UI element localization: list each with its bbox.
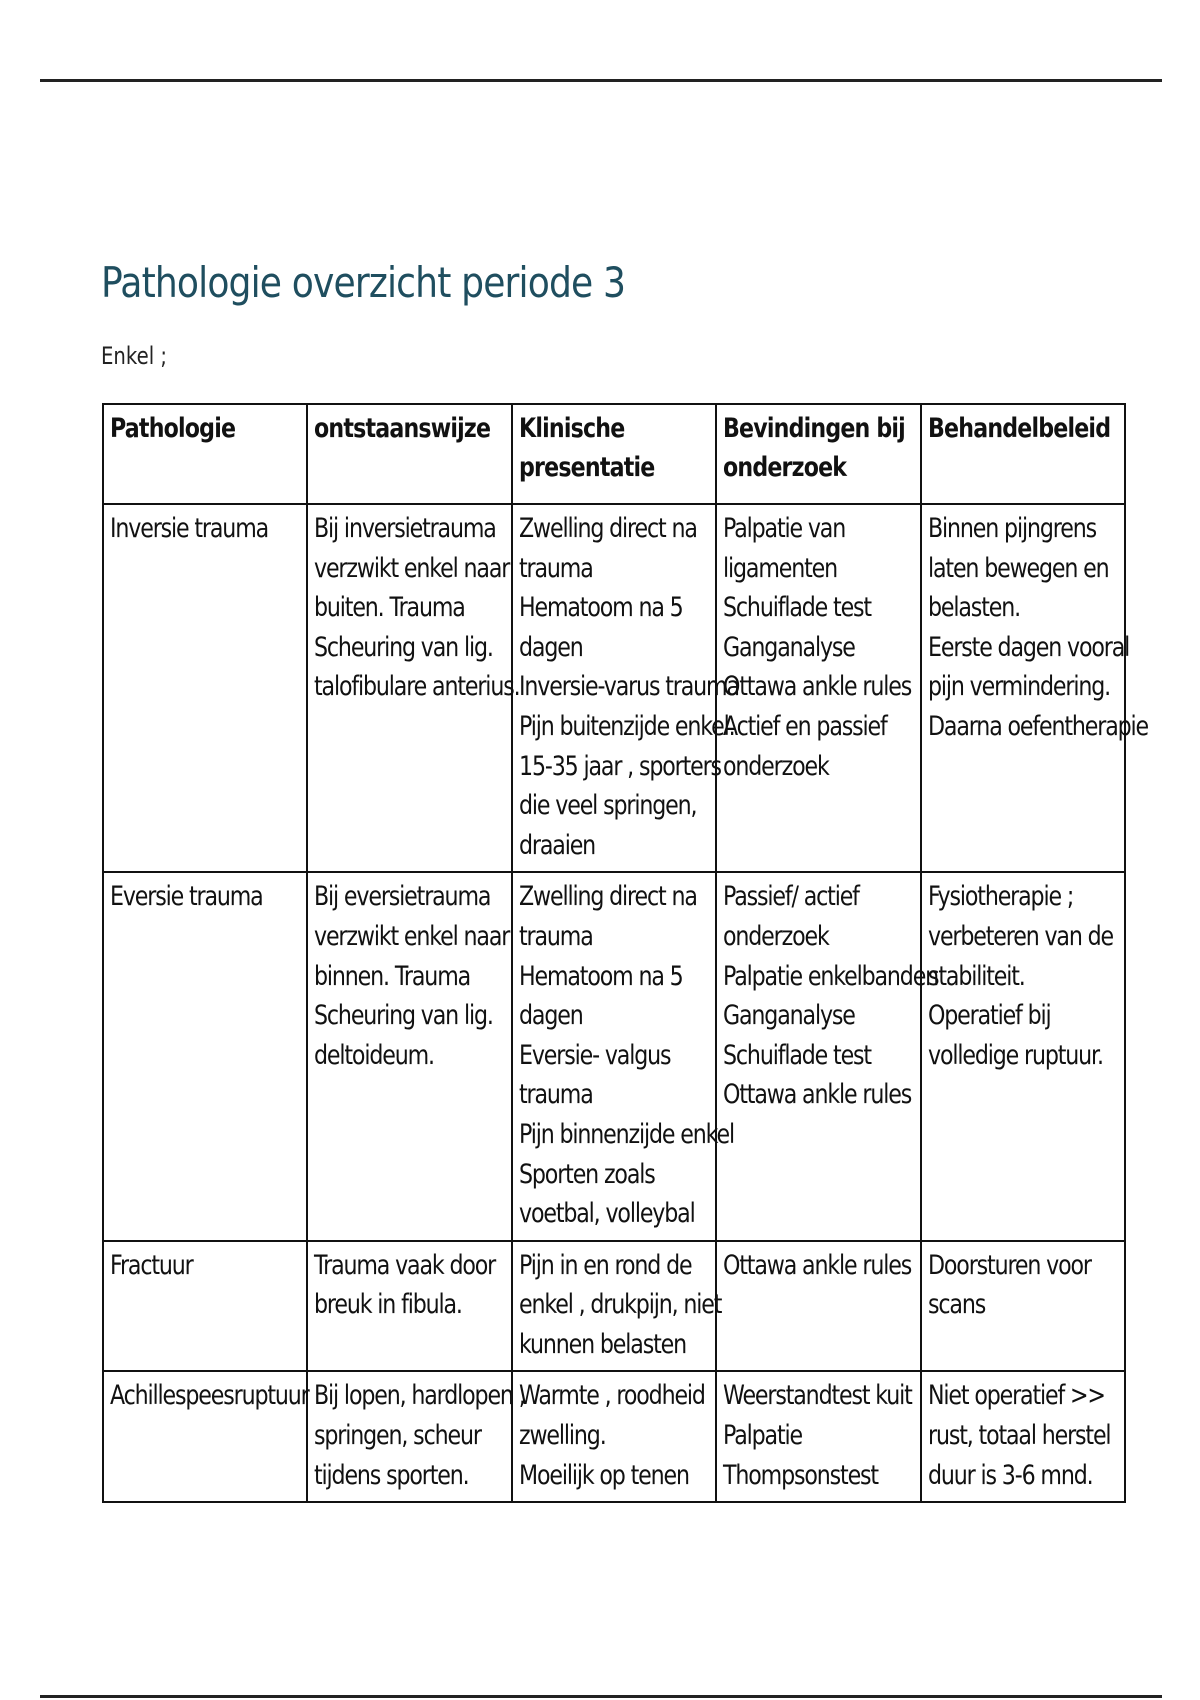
cell-line: Bij eversietrauma xyxy=(314,881,491,913)
cell-line: trauma xyxy=(518,1079,593,1111)
table-row xyxy=(103,504,1125,872)
table-cell xyxy=(921,1241,1125,1372)
cell-line: Zwelling direct na xyxy=(518,881,697,913)
cell-line: trauma xyxy=(518,920,593,952)
cell-line: laten bewegen en xyxy=(927,552,1109,584)
table-row xyxy=(103,1241,1125,1372)
cell-text xyxy=(518,1246,722,1365)
cell-line: Hematoom na 5 xyxy=(518,592,683,624)
cell-text xyxy=(927,509,1148,747)
table-cell xyxy=(921,1371,1125,1502)
cell-line: Fysiotherapie ; xyxy=(927,881,1073,913)
table-cell xyxy=(307,1241,511,1372)
cell-line: Pathologie xyxy=(110,413,236,444)
cell-line: enkel , drukpijn, niet xyxy=(518,1289,722,1321)
cell-line: tijdens sporten. xyxy=(314,1459,469,1491)
section-subtitle: Enkel ; xyxy=(101,342,168,370)
cell-line: Palpatie van xyxy=(723,513,846,544)
cell-text xyxy=(928,1246,1100,1325)
cell-line: buiten. Trauma xyxy=(314,592,466,624)
cell-line: Pijn buitenzijde enkel. xyxy=(518,710,735,742)
cell-line: trauma xyxy=(518,552,593,584)
table-cell xyxy=(103,1241,307,1372)
cell-line: Scheuring van lig. xyxy=(314,631,494,663)
cell-line: Schuiflade test xyxy=(723,592,872,624)
table-cell xyxy=(103,872,307,1240)
cell-line: duur is 3-6 mnd. xyxy=(927,1459,1093,1491)
cell-text xyxy=(314,1246,496,1325)
page-title: Pathologie overzicht periode 3 xyxy=(101,258,626,307)
cell-line: draaien xyxy=(518,829,595,861)
cell-line: Palpatie xyxy=(723,1420,803,1452)
cell-line: Eerste dagen vooral xyxy=(927,631,1129,663)
table-cell xyxy=(512,1371,716,1502)
cell-line: Behandelbeleid xyxy=(927,413,1110,444)
cell-line: breuk in fibula. xyxy=(314,1289,463,1321)
cell-line: scans xyxy=(927,1289,985,1321)
cell-line: dagen xyxy=(518,631,583,663)
table-cell xyxy=(512,872,734,1240)
cell-line: 15-35 jaar , sporters xyxy=(518,750,721,782)
cell-line: ontstaanswijze xyxy=(314,413,491,444)
cell-line: Operatief bij xyxy=(927,1000,1051,1032)
cell-text xyxy=(110,509,282,549)
cell-line: Binnen pijngrens xyxy=(927,513,1096,544)
cell-line: die veel springen, xyxy=(518,790,697,822)
cell-line: Achillespeesruptuur xyxy=(110,1380,309,1412)
cell-line: Moeilijk op tenen xyxy=(518,1459,689,1491)
column-header xyxy=(103,404,307,504)
cell-line: Eversie- valgus xyxy=(518,1039,671,1071)
cell-line: Ganganalyse xyxy=(723,631,855,663)
cell-text xyxy=(723,1376,912,1495)
cell-line: Sporten zoals xyxy=(518,1158,655,1190)
cell-line: Ottawa ankle rules xyxy=(723,671,912,703)
cell-text xyxy=(519,409,691,487)
table-cell xyxy=(307,872,511,1240)
cell-text xyxy=(314,409,491,448)
cell-line: stabiliteit. xyxy=(927,960,1025,992)
cell-text xyxy=(723,1246,912,1286)
cell-text xyxy=(723,509,912,786)
cell-line: Daarna oefentherapie xyxy=(927,710,1148,742)
table-cell xyxy=(512,1241,722,1372)
cell-line: onderzoek xyxy=(723,452,847,483)
cell-line: Inversie-varus trauma xyxy=(518,671,739,703)
cell-line: Inversie trauma xyxy=(110,513,269,544)
cell-line: rust, totaal herstel xyxy=(927,1420,1111,1452)
cell-line: Hematoom na 5 xyxy=(518,960,683,992)
cell-line: Weerstandtest kuit xyxy=(723,1380,912,1412)
cell-text xyxy=(110,877,282,917)
cell-line: Scheuring van lig. xyxy=(314,1000,494,1032)
table-row xyxy=(103,872,1125,1240)
cell-line: onderzoek xyxy=(723,750,829,782)
cell-line: Warmte , roodheid xyxy=(518,1380,705,1412)
cell-line: presentatie xyxy=(518,452,655,483)
column-header xyxy=(921,404,1125,504)
cell-text xyxy=(314,509,520,707)
cell-line: Passief/ actief xyxy=(723,881,859,913)
cell-line: onderzoek xyxy=(723,920,829,952)
cell-line: zwelling. xyxy=(518,1420,606,1452)
cell-line: springen, scheur xyxy=(314,1420,482,1452)
cell-line: verzwikt enkel naar xyxy=(314,920,510,952)
cell-line: pijn vermindering. xyxy=(927,671,1110,703)
table-header-row xyxy=(103,404,1125,504)
pathology-table xyxy=(102,403,1148,1503)
cell-line: deltoideum. xyxy=(314,1039,435,1071)
column-header xyxy=(512,404,716,504)
cell-line: Klinische xyxy=(518,413,625,444)
cell-line: volledige ruptuur. xyxy=(927,1039,1103,1071)
cell-line: verzwikt enkel naar xyxy=(314,552,510,584)
table-cell xyxy=(921,872,1125,1240)
cell-text xyxy=(518,1376,705,1495)
cell-line: Zwelling direct na xyxy=(518,513,697,544)
cell-line: Actief en passief xyxy=(723,710,887,742)
cell-line: Thompsonstest xyxy=(723,1459,879,1491)
column-header xyxy=(716,404,920,504)
table-body xyxy=(103,504,1148,1502)
cell-line: Pijn in en rond de xyxy=(518,1249,692,1281)
cell-text xyxy=(518,509,739,865)
table-cell xyxy=(921,504,1148,872)
cell-line: Pijn binnenzijde enkel xyxy=(518,1118,734,1150)
cell-text xyxy=(110,409,282,448)
bottom-rule xyxy=(40,1695,1162,1698)
cell-line: voetbal, volleybal xyxy=(518,1198,695,1230)
cell-line: Schuiflade test xyxy=(723,1039,872,1071)
table-cell xyxy=(716,872,939,1240)
cell-line: Palpatie enkelbanden xyxy=(723,960,939,992)
cell-text xyxy=(110,1376,309,1416)
cell-line: Ganganalyse xyxy=(723,1000,855,1032)
cell-text xyxy=(314,877,510,1075)
cell-line: dagen xyxy=(518,1000,583,1032)
table-cell xyxy=(716,1371,920,1502)
cell-text xyxy=(723,409,906,487)
table-cell xyxy=(512,504,739,872)
cell-line: Trauma vaak door xyxy=(314,1249,496,1281)
cell-line: Eversie trauma xyxy=(110,881,263,913)
cell-line: kunnen belasten xyxy=(518,1328,686,1360)
cell-line: belasten. xyxy=(927,592,1020,624)
table-cell xyxy=(103,504,307,872)
table-cell xyxy=(103,1371,307,1502)
cell-text xyxy=(314,1376,525,1495)
cell-line: talofibulare anterius. xyxy=(314,671,520,703)
table-cell xyxy=(307,1371,525,1502)
cell-line: Bevindingen bij xyxy=(723,413,906,444)
cell-line: Bij inversietrauma xyxy=(314,513,497,544)
cell-text xyxy=(110,1246,282,1286)
table-cell xyxy=(716,1241,920,1372)
cell-line: Doorsturen voor xyxy=(927,1249,1091,1281)
cell-text xyxy=(518,877,734,1233)
cell-line: Niet operatief >> xyxy=(927,1380,1105,1412)
cell-text xyxy=(927,1376,1111,1495)
table-cell xyxy=(716,504,920,872)
cell-text xyxy=(927,877,1113,1075)
cell-text xyxy=(723,877,939,1115)
column-header xyxy=(307,404,511,504)
cell-text xyxy=(927,409,1110,448)
cell-line: ligamenten xyxy=(723,552,838,584)
cell-line: Ottawa ankle rules xyxy=(723,1249,912,1281)
cell-line: binnen. Trauma xyxy=(314,960,471,992)
cell-line: Fractuur xyxy=(110,1249,193,1281)
table-row xyxy=(103,1371,1125,1502)
faint-watermark xyxy=(110,40,500,200)
cell-line: Bij lopen, hardlopen , xyxy=(314,1380,525,1412)
cell-line: verbeteren van de xyxy=(927,920,1113,952)
cell-line: Ottawa ankle rules xyxy=(723,1079,912,1111)
table-cell xyxy=(307,504,520,872)
